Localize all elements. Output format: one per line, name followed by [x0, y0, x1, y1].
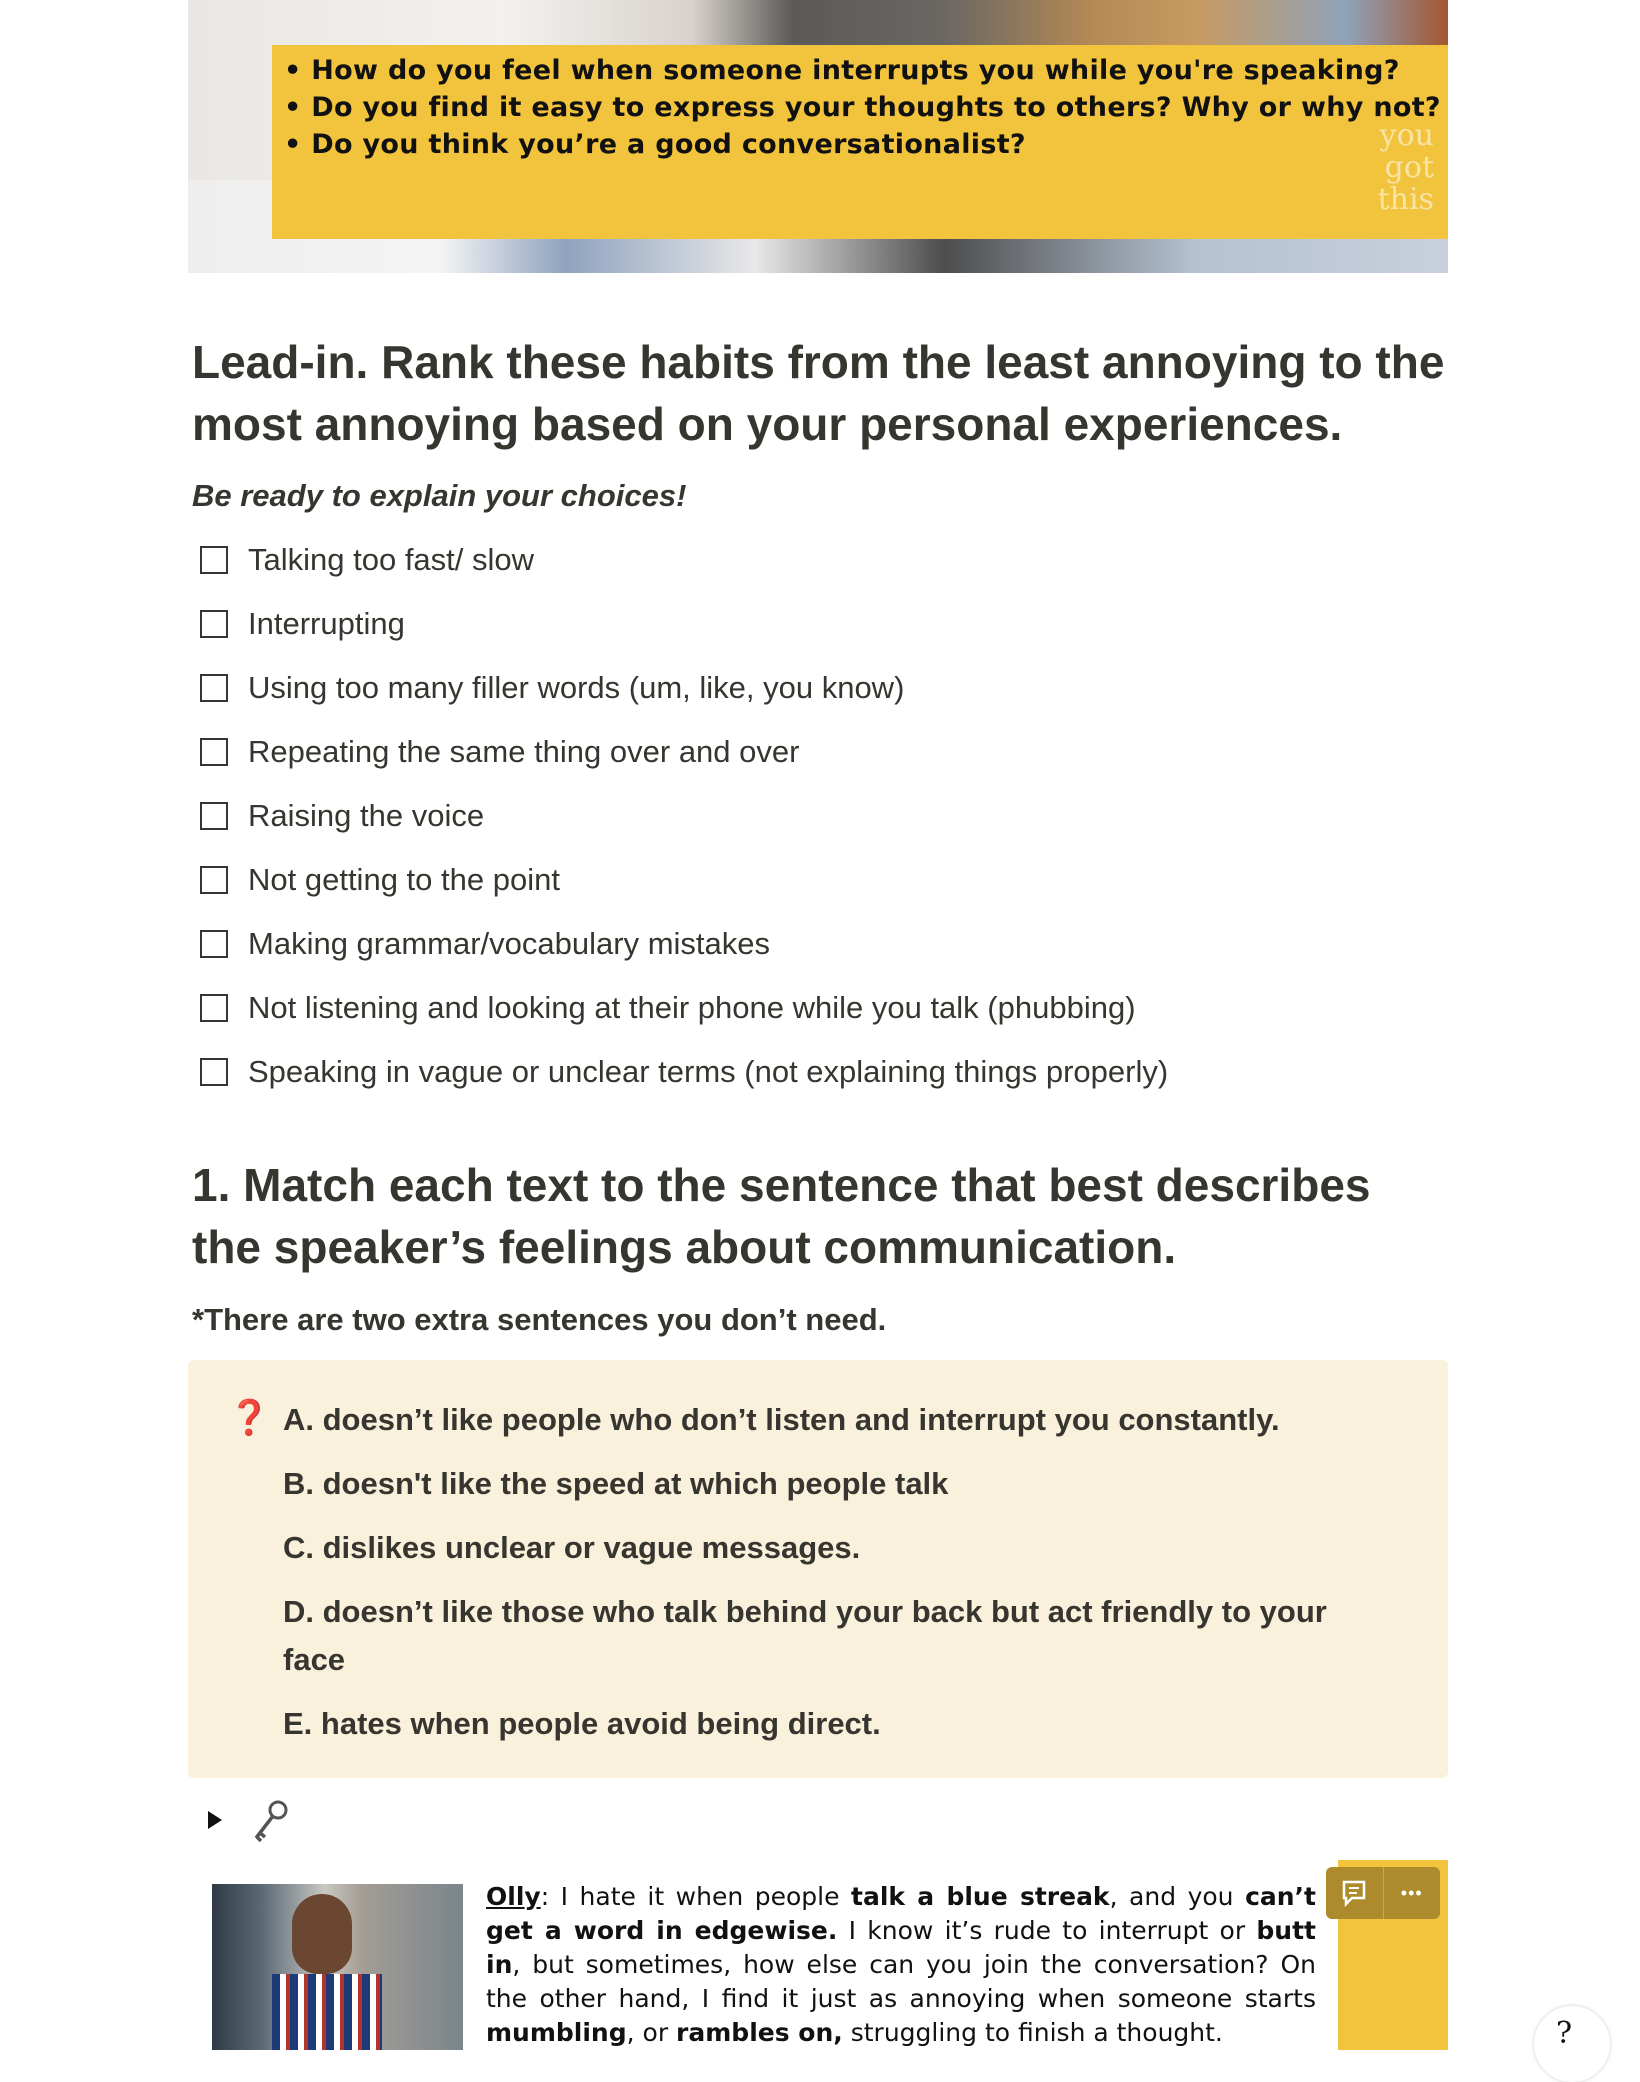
- checkbox[interactable]: [200, 546, 228, 574]
- discussion-questions-box: [272, 45, 1448, 239]
- olly-photo: [212, 1884, 463, 2050]
- checklist-item-label: Speaking in vague or unclear terms (not explaining things properly): [248, 1054, 1169, 1089]
- checklist-item: [200, 860, 560, 900]
- section1-heading: 1. Match each text to the sentence that best describes the speaker’s feelings about communication.: [192, 1159, 1371, 1273]
- section1-note: *There are two extra sentences you don’t need.: [192, 1302, 887, 1337]
- checklist-item-label: Not getting to the point: [248, 862, 560, 897]
- text: , but sometimes, how else can you join the conversation? On the other hand, I find it just as annoying when someone starts: [486, 1950, 1316, 2013]
- phrase: rambles on,: [676, 2018, 843, 2047]
- phrase: butt in: [486, 1916, 1316, 1979]
- key-icon[interactable]: [248, 1798, 290, 1846]
- text: , or: [626, 2018, 677, 2047]
- checkbox[interactable]: [200, 1058, 228, 1086]
- question-3: • Do you think you’re a good conversationalist?: [284, 129, 1026, 160]
- checkbox[interactable]: [200, 674, 228, 702]
- option-c: C. dislikes unclear or vague messages.: [283, 1530, 861, 1565]
- checklist-item-label: Talking too fast/ slow: [248, 542, 535, 577]
- watermark: you got this: [1377, 118, 1434, 217]
- question-2: • Do you find it easy to express your thoughts to others? Why or why not?: [284, 92, 1441, 123]
- checklist-item-label: Interrupting: [248, 606, 405, 641]
- checkbox[interactable]: [200, 802, 228, 830]
- more-button[interactable]: [1383, 1867, 1441, 1919]
- checklist-item: [200, 604, 405, 644]
- lead-in-subtitle: Be ready to explain your choices!: [192, 478, 687, 513]
- toggle-triangle-icon[interactable]: [206, 1808, 226, 1832]
- option-e: E. hates when people avoid being direct.: [283, 1706, 881, 1741]
- checkbox[interactable]: [200, 866, 228, 894]
- question-1: • How do you feel when someone interrupts you while you're speaking?: [284, 55, 1400, 86]
- options-callout: [188, 1360, 1448, 1778]
- checklist-item-label: Repeating the same thing over and over: [248, 734, 800, 769]
- more-icon: •••: [1400, 1882, 1423, 1903]
- speaker-name: Olly: [486, 1882, 541, 1911]
- text: : I hate it when people: [540, 1882, 851, 1911]
- lead-in-heading: Lead-in. Rank these habits from the least annoying to the most annoying based on your personal experiences.: [192, 336, 1445, 450]
- phrase: can’t get a word in edgewise.: [486, 1882, 1316, 1945]
- help-button[interactable]: [1534, 2006, 1610, 2082]
- checklist-item: [200, 988, 1136, 1028]
- checkbox[interactable]: [200, 610, 228, 638]
- checklist-item-label: Making grammar/vocabulary mistakes: [248, 926, 771, 961]
- checklist-item: [200, 732, 799, 772]
- checkbox[interactable]: [200, 930, 228, 958]
- phrase: mumbling: [486, 2018, 627, 2047]
- checklist-item: [200, 540, 534, 580]
- text: , and you: [1109, 1882, 1246, 1911]
- option-d: D. doesn’t like those who talk behind your back but act friendly to your face: [283, 1594, 1327, 1677]
- photo-shirt: [272, 1974, 382, 2050]
- checklist-item-label: Not listening and looking at their phone while you talk (phubbing): [248, 990, 1136, 1025]
- checklist-item: [200, 1052, 1168, 1092]
- checkbox[interactable]: [200, 994, 228, 1022]
- banner-image: [188, 0, 1448, 273]
- option-a: A. doesn’t like people who don’t listen and interrupt you constantly.: [283, 1402, 1280, 1437]
- option-b: B. doesn't like the speed at which people talk: [283, 1466, 949, 1501]
- text: I know it’s rude to interrupt or: [837, 1916, 1257, 1945]
- phrase: talk a blue streak: [851, 1882, 1110, 1911]
- checklist-item-label: Raising the voice: [248, 798, 485, 833]
- help-icon: ?: [1556, 2016, 1573, 2051]
- text: struggling to finish a thought.: [842, 2018, 1223, 2047]
- block-toolbar: [1326, 1867, 1440, 1919]
- question-mark-icon: ❓: [228, 1399, 271, 1437]
- checkbox[interactable]: [200, 738, 228, 766]
- olly-text: [486, 1880, 1316, 2050]
- comment-icon: [1341, 1879, 1367, 1907]
- comment-button[interactable]: [1326, 1867, 1383, 1919]
- photo-face: [292, 1894, 352, 1974]
- checklist-item: [200, 924, 770, 964]
- checklist-item: [200, 668, 904, 708]
- checklist-item: [200, 796, 484, 836]
- checklist-item-label: Using too many filler words (um, like, you know): [248, 670, 905, 705]
